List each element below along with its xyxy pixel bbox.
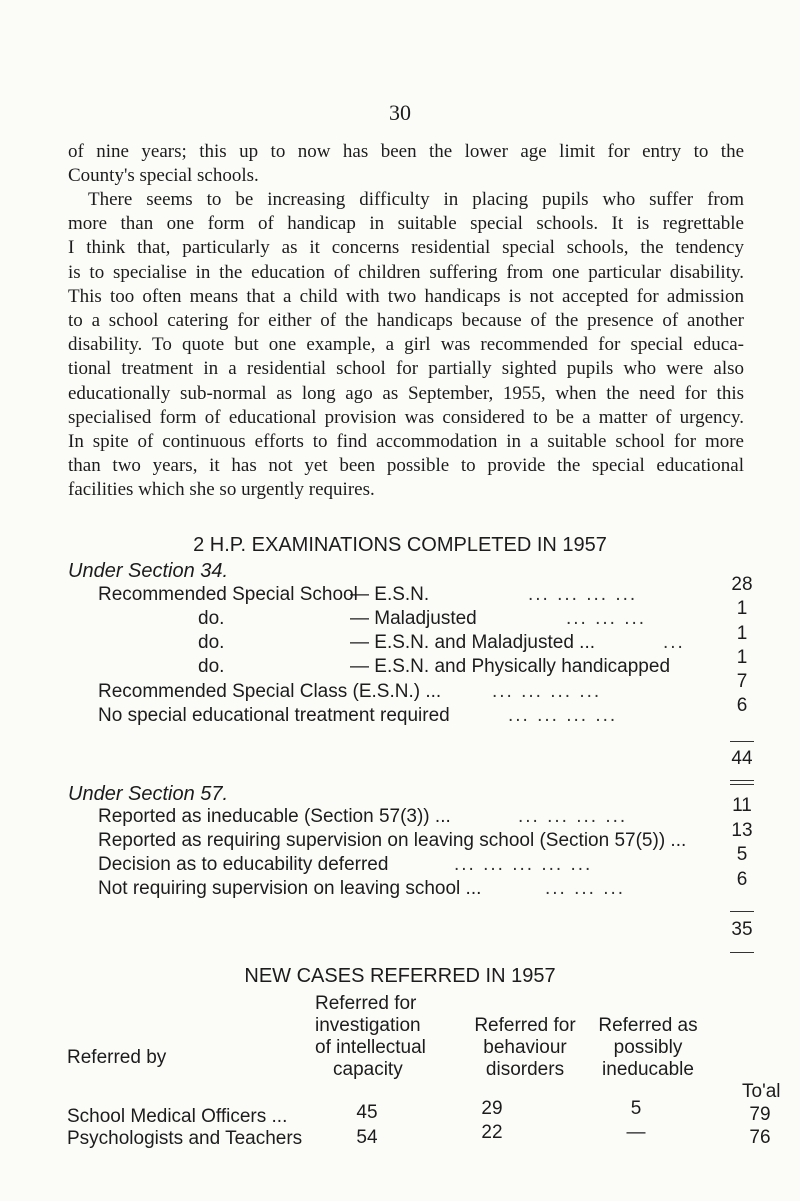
row-label: do. bbox=[198, 608, 225, 629]
paragraph-line: disability. To quote but one example, a girl was recommended for special educa- bbox=[68, 334, 744, 356]
header-line: Referred as bbox=[598, 1015, 698, 1036]
leader-dots: ... ... ... ... bbox=[492, 681, 602, 702]
table-row bbox=[98, 854, 718, 880]
row-value: 6 bbox=[736, 695, 748, 716]
paragraph-line: educationally sub-normal as long ago as September, 1955, when the need for this bbox=[68, 382, 744, 404]
table-cell: — bbox=[626, 1122, 646, 1143]
paragraph-line: specialised form of educational provision was considered to be a matter of urgency. bbox=[68, 406, 744, 428]
table-row-label: School Medical Officers ... bbox=[67, 1106, 288, 1127]
row-value: 6 bbox=[736, 869, 748, 890]
column-header-total: To'al bbox=[742, 1081, 781, 1102]
row-label: do. bbox=[198, 656, 225, 677]
section-total: 44 bbox=[731, 748, 753, 769]
paragraph-1 bbox=[68, 140, 744, 188]
table-row bbox=[98, 608, 718, 634]
header-line: possibly bbox=[613, 1037, 683, 1058]
paragraph-2 bbox=[68, 188, 744, 503]
table-row bbox=[98, 632, 718, 658]
column-header-ineducable bbox=[578, 1015, 718, 1081]
table-cell: 76 bbox=[749, 1127, 771, 1148]
row-label: Reported as ineducable (Section 57(3)) ... bbox=[98, 806, 451, 827]
sum-rule bbox=[730, 741, 754, 742]
row-label: No special educational treatment required bbox=[98, 705, 450, 726]
column-header-referred-by: Referred by bbox=[67, 1047, 167, 1068]
paragraph-line: is to specialise in the education of children suffering from one particular disability. bbox=[68, 261, 744, 283]
row-value: 1 bbox=[736, 623, 748, 644]
paragraph-line: In spite of continuous efforts to find accommodation in a suitable school for more bbox=[68, 431, 744, 453]
table-row bbox=[98, 584, 718, 610]
header-line: behaviour bbox=[483, 1037, 567, 1058]
header-line: Referred for bbox=[315, 993, 417, 1014]
leader-dots: ... ... ... ... ... bbox=[454, 854, 593, 875]
row-value: 5 bbox=[736, 844, 748, 865]
table-row bbox=[98, 656, 718, 682]
table-row bbox=[98, 705, 718, 731]
header-line: investigation bbox=[315, 1015, 421, 1036]
paragraph-line: facilities which she so urgently requires. bbox=[68, 479, 375, 501]
row-label: Recommended Special Class (E.S.N.) ... bbox=[98, 681, 442, 702]
leader-dots: ... ... ... ... bbox=[528, 584, 638, 605]
row-value: 11 bbox=[732, 795, 752, 816]
sum-rule bbox=[730, 911, 754, 912]
new-cases-title: NEW CASES REFERRED IN 1957 bbox=[244, 965, 556, 987]
paragraph-line: This too often means that a child with two handicaps is not accepted for admission bbox=[68, 285, 744, 307]
header-line: disorders bbox=[485, 1059, 565, 1080]
paragraph-line: of nine years; this up to now has been the lower age limit for entry to the bbox=[68, 141, 744, 162]
page-number: 30 bbox=[389, 100, 411, 125]
header-line: ineducable bbox=[602, 1059, 694, 1080]
total-rule bbox=[730, 780, 754, 781]
exams-title: 2 H.P. EXAMINATIONS COMPLETED IN 1957 bbox=[193, 534, 607, 556]
row-sublabel: — E.S.N. and Maladjusted ... bbox=[350, 632, 596, 653]
table-row bbox=[98, 806, 718, 832]
leader-dots: ... ... ... ... bbox=[518, 806, 628, 827]
row-label: Not requiring supervision on leaving school ... bbox=[98, 878, 482, 899]
row-label: Reported as requiring supervision on leaving school (Section 57(5)) ... bbox=[98, 830, 687, 851]
leader-dots: ... bbox=[663, 632, 685, 653]
row-value: 1 bbox=[736, 598, 748, 619]
row-value: 7 bbox=[736, 671, 748, 692]
row-label: Recommended Special School bbox=[98, 584, 358, 605]
section-57-heading: Under Section 57. bbox=[68, 783, 229, 805]
section-34-heading: Under Section 34. bbox=[68, 560, 229, 582]
table-row bbox=[98, 681, 718, 707]
table-row bbox=[98, 878, 718, 904]
paragraph-line: to a school catering for either of the handicaps because of the presence of another bbox=[68, 310, 744, 332]
table-cell: 29 bbox=[481, 1098, 503, 1119]
paragraph-line: County's special schools. bbox=[68, 165, 259, 187]
sum-rule bbox=[730, 784, 754, 785]
paragraph-line: There seems to be increasing difficulty in placing pupils who suffer from bbox=[88, 189, 744, 210]
total-rule bbox=[730, 952, 754, 953]
table-cell: 5 bbox=[630, 1098, 642, 1119]
row-sublabel: — E.S.N. bbox=[350, 584, 430, 605]
table-cell: 79 bbox=[749, 1104, 771, 1125]
row-value: 1 bbox=[736, 647, 748, 668]
paragraph-line: than two years, it has not yet been possible to provide the special educational bbox=[68, 455, 744, 477]
table-cell: 54 bbox=[356, 1127, 378, 1148]
header-line: of intellectual bbox=[315, 1037, 426, 1058]
row-value: 13 bbox=[731, 820, 753, 841]
leader-dots: ... ... ... bbox=[545, 878, 626, 899]
table-row-label: Psychologists and Teachers bbox=[67, 1128, 303, 1149]
table-cell: 45 bbox=[356, 1102, 378, 1123]
column-header-investigation bbox=[315, 993, 426, 1081]
table-row bbox=[98, 830, 718, 856]
section-total: 35 bbox=[731, 919, 753, 940]
row-sublabel: — Maladjusted bbox=[350, 608, 477, 629]
paragraph-line: tional treatment in a residential school for partially sighted pupils who were also bbox=[68, 358, 744, 380]
column-header-behaviour bbox=[455, 1015, 595, 1081]
header-line: Referred for bbox=[474, 1015, 576, 1036]
table-cell: 22 bbox=[481, 1122, 503, 1143]
header-line: capacity bbox=[333, 1059, 403, 1080]
leader-dots: ... ... ... ... bbox=[508, 705, 618, 726]
row-value: 28 bbox=[731, 574, 753, 595]
row-label: do. bbox=[198, 632, 225, 653]
leader-dots: ... ... ... bbox=[566, 608, 647, 629]
paragraph-line: I think that, particularly as it concerns residential special schools, the tendency bbox=[68, 237, 744, 259]
row-label: Decision as to educability deferred bbox=[98, 854, 389, 875]
paragraph-line: more than one form of handicap in suitable special schools. It is regrettable bbox=[68, 213, 744, 235]
row-sublabel: — E.S.N. and Physically handicapped bbox=[350, 656, 671, 677]
